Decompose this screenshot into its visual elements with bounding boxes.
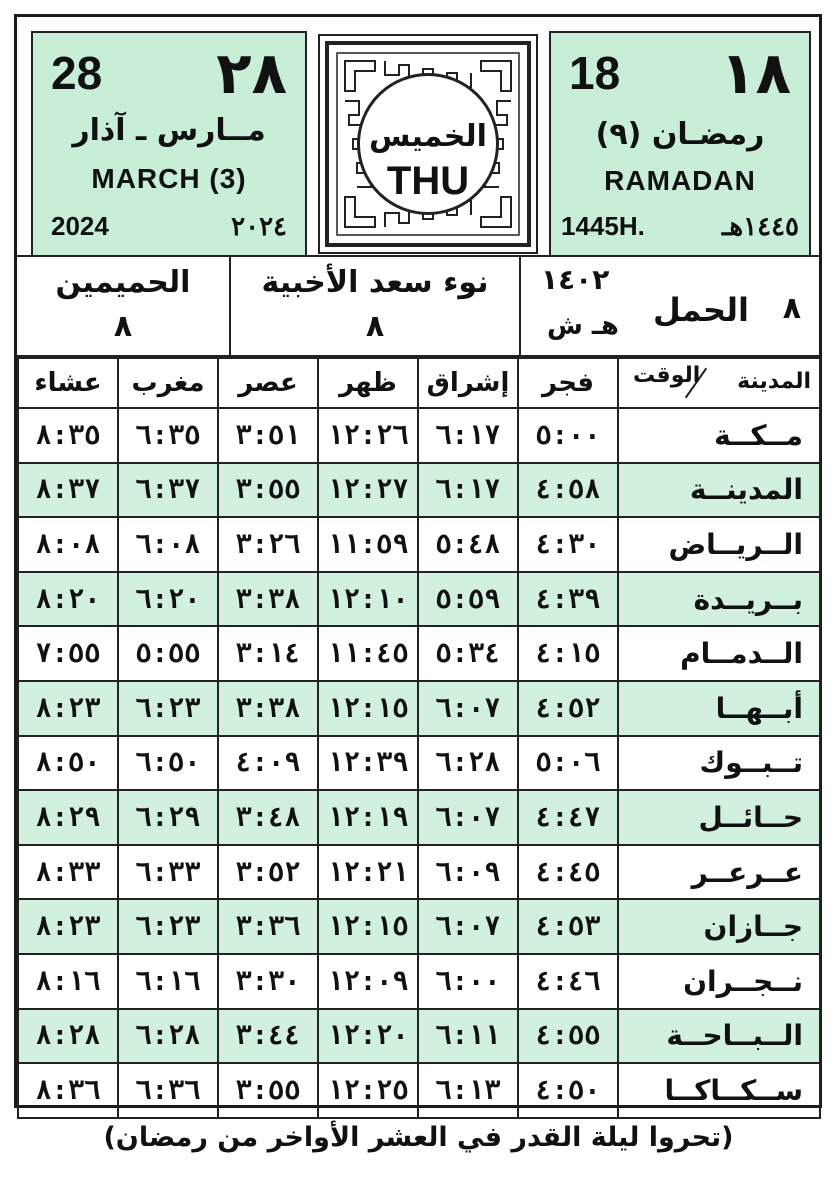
fajr-time: ٤:٥٢ xyxy=(518,681,618,736)
fajr-time: ٤:٥٥ xyxy=(518,1009,618,1064)
solar-year-suffix: هـ ش xyxy=(547,311,619,341)
maghrib-time: ٦:٣٣ xyxy=(118,845,218,900)
table-row xyxy=(18,626,820,681)
city-name: مــكــة xyxy=(618,408,820,463)
gregorian-day-row xyxy=(33,39,305,107)
city-name: جــازان xyxy=(618,899,820,954)
fajr-time: ٤:٥٠ xyxy=(518,1063,618,1118)
asr-time: ٣:٤٤ xyxy=(218,1009,318,1064)
table-row xyxy=(18,790,820,845)
asr-time: ٣:٣٠ xyxy=(218,954,318,1009)
table-row xyxy=(18,736,820,791)
dhuhr-time: ١٢:٠٩ xyxy=(318,954,418,1009)
isha-time: ٨:٣٦ xyxy=(18,1063,118,1118)
shuruq-time: ٦:١١ xyxy=(418,1009,518,1064)
fajr-time: ٤:٤٧ xyxy=(518,790,618,845)
city-name: ســكــاكــا xyxy=(618,1063,820,1118)
dhuhr-time: ١٢:١٥ xyxy=(318,899,418,954)
maghrib-time: ٦:٢٣ xyxy=(118,681,218,736)
hijri-year-row xyxy=(551,211,809,242)
dhuhr-time: ١٢:٣٩ xyxy=(318,736,418,791)
dhuhr-time: ١٢:١٥ xyxy=(318,681,418,736)
shuruq-time: ٦:٠٠ xyxy=(418,954,518,1009)
gregorian-date-box xyxy=(31,31,307,257)
dhuhr-time: ١٢:٢٧ xyxy=(318,463,418,518)
shuruq-time: ٦:٠٧ xyxy=(418,899,518,954)
maghrib-time: ٦:٥٠ xyxy=(118,736,218,791)
shuruq-time: ٦:٢٨ xyxy=(418,736,518,791)
table-row xyxy=(18,899,820,954)
dhuhr-time: ١٢:٢٦ xyxy=(318,408,418,463)
season-name: الحميمين xyxy=(55,265,191,300)
fajr-time: ٥:٠٠ xyxy=(518,408,618,463)
hijri-day-row xyxy=(551,39,809,107)
isha-time: ٧:٥٥ xyxy=(18,626,118,681)
hijri-year-arabic: ١٤٤٥هـ xyxy=(721,211,799,241)
header-fajr: فجر xyxy=(518,358,618,408)
asr-time: ٣:٢٦ xyxy=(218,517,318,572)
asr-time: ٣:٣٦ xyxy=(218,899,318,954)
fajr-time: ٤:٤٥ xyxy=(518,845,618,900)
table-row xyxy=(18,1063,820,1118)
city-name: المدينــة xyxy=(618,463,820,518)
fajr-time: ٥:٠٦ xyxy=(518,736,618,791)
city-name: الــريــاض xyxy=(618,517,820,572)
hijri-month-ar-row xyxy=(551,117,809,152)
city-name: الــدمــام xyxy=(618,626,820,681)
fajr-time: ٤:٣٩ xyxy=(518,572,618,627)
calendar-page xyxy=(14,14,822,1108)
anwa-number: ٨ xyxy=(365,309,385,344)
maghrib-time: ٦:٣٦ xyxy=(118,1063,218,1118)
isha-time: ٨:٢٩ xyxy=(18,790,118,845)
header-maghrib: مغرب xyxy=(118,358,218,408)
hijri-day-arabic: ١٨ xyxy=(720,39,791,107)
maghrib-time: ٦:٣٧ xyxy=(118,463,218,518)
shuruq-time: ٦:٠٩ xyxy=(418,845,518,900)
city-name: أبــهــا xyxy=(618,681,820,736)
dhuhr-time: ١١:٥٩ xyxy=(318,517,418,572)
asr-time: ٤:٠٩ xyxy=(218,736,318,791)
table-row xyxy=(18,463,820,518)
city-name: حــائــل xyxy=(618,790,820,845)
shuruq-time: ٦:١٧ xyxy=(418,408,518,463)
gregorian-year-arabic: ٢٠٢٤ xyxy=(231,211,287,241)
isha-time: ٨:٢٣ xyxy=(18,899,118,954)
dhuhr-time: ١٢:٢١ xyxy=(318,845,418,900)
season-number: ٨ xyxy=(113,309,133,344)
isha-time: ٨:١٦ xyxy=(18,954,118,1009)
gregorian-month-latin: MARCH (3) xyxy=(91,163,247,194)
city-name: تــبــوك xyxy=(618,736,820,791)
hijri-month-lat-row xyxy=(551,165,809,197)
asr-time: ٣:٣٨ xyxy=(218,681,318,736)
header-shuruq: إشراق xyxy=(418,358,518,408)
gregorian-year-latin: 2024 xyxy=(51,211,109,241)
maghrib-time: ٦:٢٠ xyxy=(118,572,218,627)
asr-time: ٣:٤٨ xyxy=(218,790,318,845)
isha-time: ٨:٣٣ xyxy=(18,845,118,900)
table-row xyxy=(18,845,820,900)
maghrib-time: ٦:٢٣ xyxy=(118,899,218,954)
table-row xyxy=(18,408,820,463)
dhuhr-time: ١٢:١٩ xyxy=(318,790,418,845)
gregorian-month-lat-row xyxy=(33,163,305,195)
city-name: بــريــدة xyxy=(618,572,820,627)
weekday-seal xyxy=(315,31,541,257)
hijri-month-latin: RAMADAN xyxy=(604,165,756,196)
shuruq-time: ٦:٠٧ xyxy=(418,790,518,845)
zodiac-cell xyxy=(519,257,819,355)
fajr-time: ٤:٣٠ xyxy=(518,517,618,572)
shuruq-time: ٦:٠٧ xyxy=(418,681,518,736)
fajr-time: ٤:٥٨ xyxy=(518,463,618,518)
shuruq-time: ٦:١٧ xyxy=(418,463,518,518)
asr-time: ٣:١٤ xyxy=(218,626,318,681)
table-row xyxy=(18,954,820,1009)
header xyxy=(17,17,819,255)
fajr-time: ٤:١٥ xyxy=(518,626,618,681)
isha-time: ٨:٥٠ xyxy=(18,736,118,791)
zodiac-number: ٨ xyxy=(782,291,801,326)
dhuhr-time: ١٢:٢٥ xyxy=(318,1063,418,1118)
zodiac-name: الحمل xyxy=(652,291,749,329)
table-row xyxy=(18,1009,820,1064)
dhuhr-time: ١١:٤٥ xyxy=(318,626,418,681)
table-row xyxy=(18,681,820,736)
hijri-month-arabic: رمضـان (٩) xyxy=(595,117,765,152)
hijri-day-latin: 18 xyxy=(569,47,621,99)
footer-note: (تحروا ليلة القدر في العشر الأواخر من رمضان) xyxy=(103,1122,734,1153)
maghrib-time: ٦:٣٥ xyxy=(118,408,218,463)
header-city: المدينة xyxy=(737,369,811,394)
season-cell xyxy=(17,257,229,355)
isha-time: ٨:٠٨ xyxy=(18,517,118,572)
header-isha: عشاء xyxy=(18,358,118,408)
dhuhr-time: ١٢:١٠ xyxy=(318,572,418,627)
isha-time: ٨:٢٨ xyxy=(18,1009,118,1064)
isha-time: ٨:٢٣ xyxy=(18,681,118,736)
shuruq-time: ٥:٣٤ xyxy=(418,626,518,681)
maghrib-time: ٥:٥٥ xyxy=(118,626,218,681)
gregorian-day-arabic: ٢٨ xyxy=(216,39,287,107)
header-city-time xyxy=(618,358,820,408)
header-dhuhr: ظهر xyxy=(318,358,418,408)
isha-time: ٨:٢٠ xyxy=(18,572,118,627)
weekday-english: THU xyxy=(386,159,470,203)
prayer-times-table xyxy=(17,357,821,1119)
city-name: عــرعــر xyxy=(618,845,820,900)
shuruq-time: ٥:٥٩ xyxy=(418,572,518,627)
asr-time: ٣:٥٥ xyxy=(218,463,318,518)
maghrib-time: ٦:٠٨ xyxy=(118,517,218,572)
asr-time: ٣:٥٢ xyxy=(218,845,318,900)
header-asr: عصر xyxy=(218,358,318,408)
table-row xyxy=(18,517,820,572)
gregorian-month-arabic: مــارس ـ آذار xyxy=(72,113,266,148)
anwa-name: نوء سعد الأخبية xyxy=(261,265,489,300)
gregorian-day-latin: 28 xyxy=(51,47,103,99)
info-bar xyxy=(17,255,819,357)
asr-time: ٣:٣٨ xyxy=(218,572,318,627)
maghrib-time: ٦:٢٨ xyxy=(118,1009,218,1064)
solar-year: ١٤٠٢ xyxy=(541,263,610,296)
dhuhr-time: ١٢:٢٠ xyxy=(318,1009,418,1064)
city-name: الــبــاحــة xyxy=(618,1009,820,1064)
asr-time: ٣:٥٥ xyxy=(218,1063,318,1118)
isha-time: ٨:٣٧ xyxy=(18,463,118,518)
hijri-year-latin: 1445H. xyxy=(561,211,645,241)
maghrib-time: ٦:٢٩ xyxy=(118,790,218,845)
weekday-arabic: الخميس xyxy=(369,119,487,154)
table-row xyxy=(18,572,820,627)
fajr-time: ٤:٥٣ xyxy=(518,899,618,954)
shuruq-time: ٥:٤٨ xyxy=(418,517,518,572)
gregorian-year-row xyxy=(33,211,305,242)
table-header-row xyxy=(18,358,820,408)
isha-time: ٨:٣٥ xyxy=(18,408,118,463)
hijri-date-box xyxy=(549,31,811,257)
asr-time: ٣:٥١ xyxy=(218,408,318,463)
shuruq-time: ٦:١٣ xyxy=(418,1063,518,1118)
gregorian-month-ar-row xyxy=(33,113,305,148)
maghrib-time: ٦:١٦ xyxy=(118,954,218,1009)
anwa-cell xyxy=(229,257,519,355)
city-name: نــجــران xyxy=(618,954,820,1009)
header-time: الوقت xyxy=(633,363,701,388)
fajr-time: ٤:٤٦ xyxy=(518,954,618,1009)
